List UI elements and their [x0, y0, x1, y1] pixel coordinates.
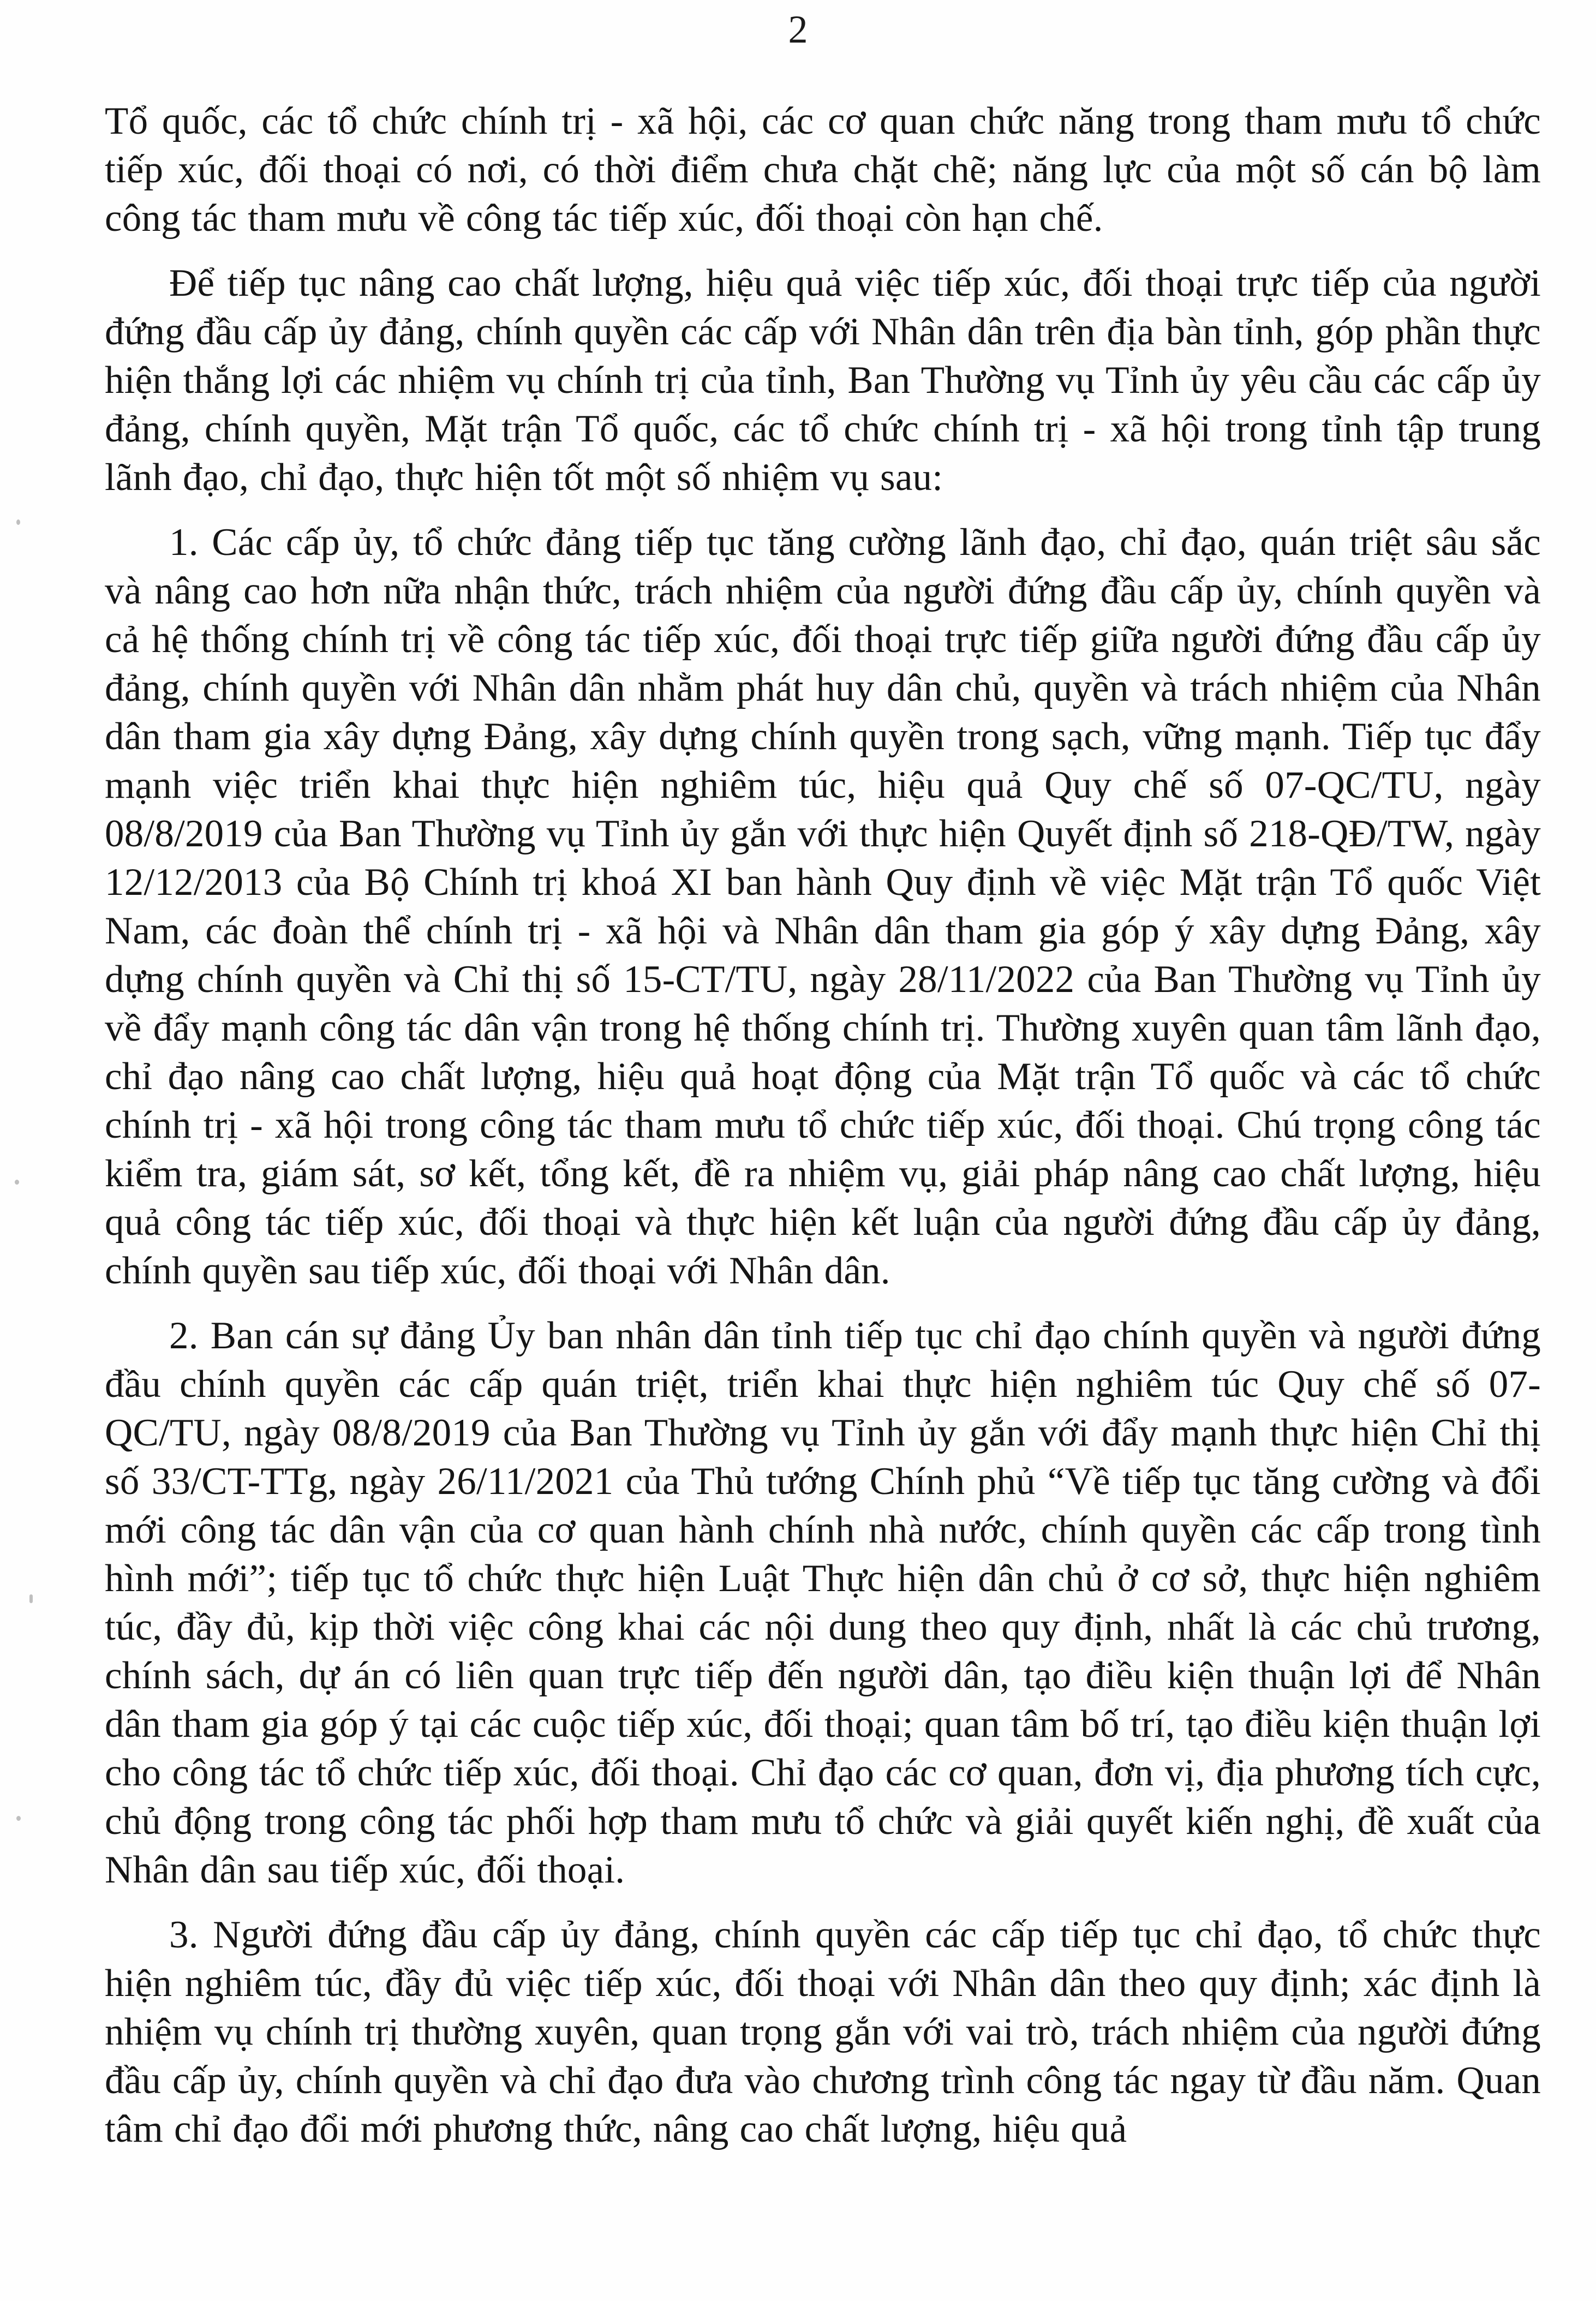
paragraph-item-3: 3. Người đứng đầu cấp ủy đảng, chính quyền các cấp tiếp tục chỉ đạo, tổ chức thực hiện nghiêm túc, đầy đủ việc tiếp xúc, đối thoại với Nhân dân theo quy định; xác định là nhiệm vụ chính trị thường xuyên, quan trọng gắn với vai trò, trách nhiệm của người đứng đầu cấp ủy, chính quyền và chỉ đạo đưa vào chương trình công tác ngay từ đầu năm. Quan tâm chỉ đạo đổi mới phương thức, nâng cao chất lượng, hiệu quả — [105, 1914, 1541, 2150]
paragraph-item-1: 1. Các cấp ủy, tổ chức đảng tiếp tục tăng cường lãnh đạo, chỉ đạo, quán triệt sâu sắc và nâng cao hơn nữa nhận thức, trách nhiệm của người đứng đầu cấp ủy, chính quyền và cả hệ thống chính trị về công tác tiếp xúc, đối thoại trực tiếp giữa người đứng đầu cấp ủy đảng, chính quyền với Nhân dân nhằm phát huy dân chủ, quyền và trách nhiệm của Nhân dân tham gia xây dựng Đảng, xây dựng chính quyền trong sạch, vững mạnh. Tiếp tục đẩy mạnh việc triển khai thực hiện nghiêm túc, hiệu quả Quy chế số 07-QC/TU, ngày 08/8/2019 của Ban Thường vụ Tỉnh ủy gắn với thực hiện Quyết định số 218-QĐ/TW, ngày 12/12/2013 của Bộ Chính trị khoá XI ban hành Quy định về việc Mặt trận Tổ quốc Việt Nam, các đoàn thể chính trị - xã hội và Nhân dân tham gia góp ý xây dựng Đảng, xây dựng chính quyền và Chỉ thị số 15-CT/TU, ngày 28/11/2022 của Ban Thường vụ Tỉnh ủy về đẩy mạnh công tác dân vận trong hệ thống chính trị. Thường xuyên quan tâm lãnh đạo, chỉ đạo nâng cao chất lượng, hiệu quả hoạt động của Mặt trận Tổ quốc và các tổ chức chính trị - xã hội trong công tác tham mưu tổ chức tiếp xúc, đối thoại. Chú trọng công tác kiểm tra, giám sát, sơ kết, tổng kết, đề ra nhiệm vụ, giải pháp nâng cao chất lượng, hiệu quả công tác tiếp xúc, đối thoại và thực hiện kết luận của người đứng đầu cấp ủy đảng, chính quyền sau tiếp xúc, đối thoại với Nhân dân. — [105, 521, 1541, 1292]
page-number: 2 — [788, 8, 808, 51]
scan-speck — [15, 1180, 19, 1185]
paragraph-intro: Để tiếp tục nâng cao chất lượng, hiệu quả việc tiếp xúc, đối thoại trực tiếp của người đứng đầu cấp ủy đảng, chính quyền các cấp với Nhân dân trên địa bàn tỉnh, góp phần thực hiện thắng lợi các nhiệm vụ chính trị của tỉnh, Ban Thường vụ Tỉnh ủy yêu cầu các cấp ủy đảng, chính quyền, Mặt trận Tổ quốc, các tổ chức chính trị - xã hội trong tỉnh tập trung lãnh đạo, chỉ đạo, thực hiện tốt một số nhiệm vụ sau: — [105, 262, 1541, 499]
scan-speck — [29, 1594, 33, 1603]
paragraph-item-2: 2. Ban cán sự đảng Ủy ban nhân dân tỉnh tiếp tục chỉ đạo chính quyền và người đứng đầu chính quyền các cấp quán triệt, triển khai thực hiện nghiêm túc Quy chế số 07-QC/TU, ngày 08/8/2019 của Ban Thường vụ Tỉnh ủy gắn với đẩy mạnh thực hiện Chỉ thị số 33/CT-TTg, ngày 26/11/2021 của Thủ tướng Chính phủ “Về tiếp tục tăng cường và đổi mới công tác dân vận của cơ quan hành chính nhà nước, chính quyền các cấp trong tình hình mới”; tiếp tục tổ chức thực hiện Luật Thực hiện dân chủ ở cơ sở, thực hiện nghiêm túc, đầy đủ, kịp thời việc công khai các nội dung theo quy định, nhất là các chủ trương, chính sách, dự án có liên quan trực tiếp đến người dân, tạo điều kiện thuận lợi để Nhân dân tham gia góp ý tại các cuộc tiếp xúc, đối thoại; quan tâm bố trí, tạo điều kiện thuận lợi cho công tác tổ chức tiếp xúc, đối thoại. Chỉ đạo các cơ quan, đơn vị, địa phương tích cực, chủ động trong công tác phối hợp tham mưu tổ chức và giải quyết kiến nghị, đề xuất của Nhân dân sau tiếp xúc, đối thoại. — [105, 1314, 1541, 1891]
paragraph-continuation: Tổ quốc, các tổ chức chính trị - xã hội, các cơ quan chức năng trong tham mưu tổ chức tiếp xúc, đối thoại có nơi, có thời điểm chưa chặt chẽ; năng lực của một số cán bộ làm công tác tham mưu về công tác tiếp xúc, đối thoại còn hạn chế. — [105, 100, 1541, 240]
document-body — [105, 97, 1541, 2154]
scan-speck — [16, 1816, 21, 1821]
scan-speck — [16, 519, 20, 525]
